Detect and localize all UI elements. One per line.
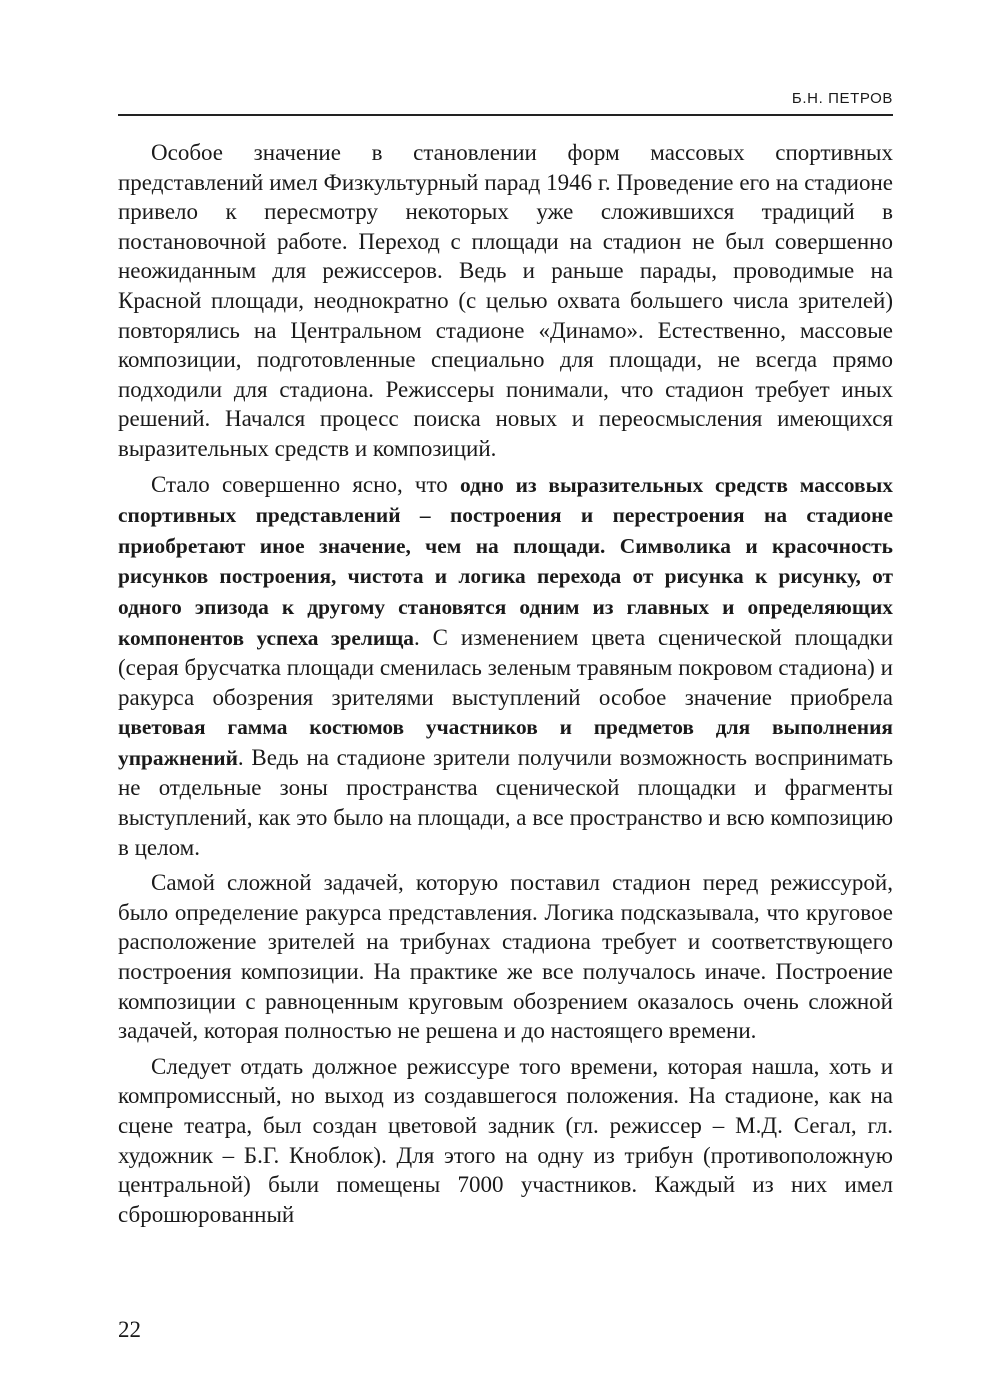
paragraph-2-lead: Стало совершенно ясно, что (151, 471, 460, 497)
paragraph-4-text: Следует отдать должное режиссуре того времени, которая нашла, хоть и компромиссный, но выход из создавшегося положения. На стадионе, как на сцене театра, был создан цветовой задник (гл. режиссер – М.Д. Сегал, гл. художник – Б.Г. Кноблок). Для этого на одну из трибун (противоположную центральной) были помещены 7000 участников. Каждый из них имел сброшюрованный (118, 1053, 893, 1227)
body-text (118, 138, 893, 1235)
paragraph-1-text: Особое значение в становлении форм массовых спортивных представлений имел Физкультурный парад 1946 г. Проведение его на стадионе привело к пересмотру некоторых уже сложившихся традиций в постановочной работе. Переход с площади на стадион не был совершенно неожиданным для режиссеров. Ведь и раньше парады, проводимые на Красной площади, неоднократно (с целью охвата большего числа зрителей) повторялись на Центральном стадионе «Динамо». Естественно, массовые композиции, подготовленные специально для площади, не всегда прямо подходили для стадиона. Режиссеры понимали, что стадион требует иных решений. Начался процесс поиска новых и переосмысления имеющихся выразительных средств и композиций. (118, 140, 893, 461)
paragraph-4 (118, 1052, 893, 1230)
paragraph-3-text: Самой сложной задачей, которую поставил стадион перед режиссурой, было определение ракурса представления. Логика подсказывала, что круговое расположение зрителей на трибунах стадиона требует и соответствующего построения композиции. На практике же все получалось иначе. Построение композиции с равноценным круговым обозрением оказалось очень сложной задачей, которая полностью не решена и до настоящего времени. (118, 870, 893, 1044)
paragraph-1 (118, 138, 893, 464)
paragraph-2-tail: . Ведь на стадионе зрители получили возможность воспринимать не отдельные зоны пространства сценической площадки и фрагменты выступлений, как это было на площади, а все пространство и всю композицию в целом. (118, 744, 893, 860)
paragraph-3 (118, 868, 893, 1046)
paragraph-2-emphasis-1: одно из выразительных средств массовых спортивных представлений – построения и перестроения на стадионе приобретают иное значение, чем на площади. Символика и красочность рисунков построения, чистота и логика перехода от рисунка к рисунку, от одного эпизода к другому становятся одним из главных и определяющих компонентов успеха зрелища (118, 472, 893, 650)
header-author: Б.Н. ПЕТРОВ (791, 90, 893, 107)
running-head (118, 88, 893, 116)
paragraph-2 (118, 470, 893, 863)
paragraph-2-middle: . С изменением цвета сценической площадки (серая брусчатка площади сменилась зеленым травяным покровом стадиона) и ракурса обозрения зрителями выступлений особое значение приобрела (118, 624, 893, 710)
page-number (118, 1316, 141, 1344)
page-number-text: 22 (118, 1317, 141, 1342)
paragraph-2-emphasis-2: цветовая гамма костюмов участников и предметов для выполнения упражнений (118, 715, 893, 770)
